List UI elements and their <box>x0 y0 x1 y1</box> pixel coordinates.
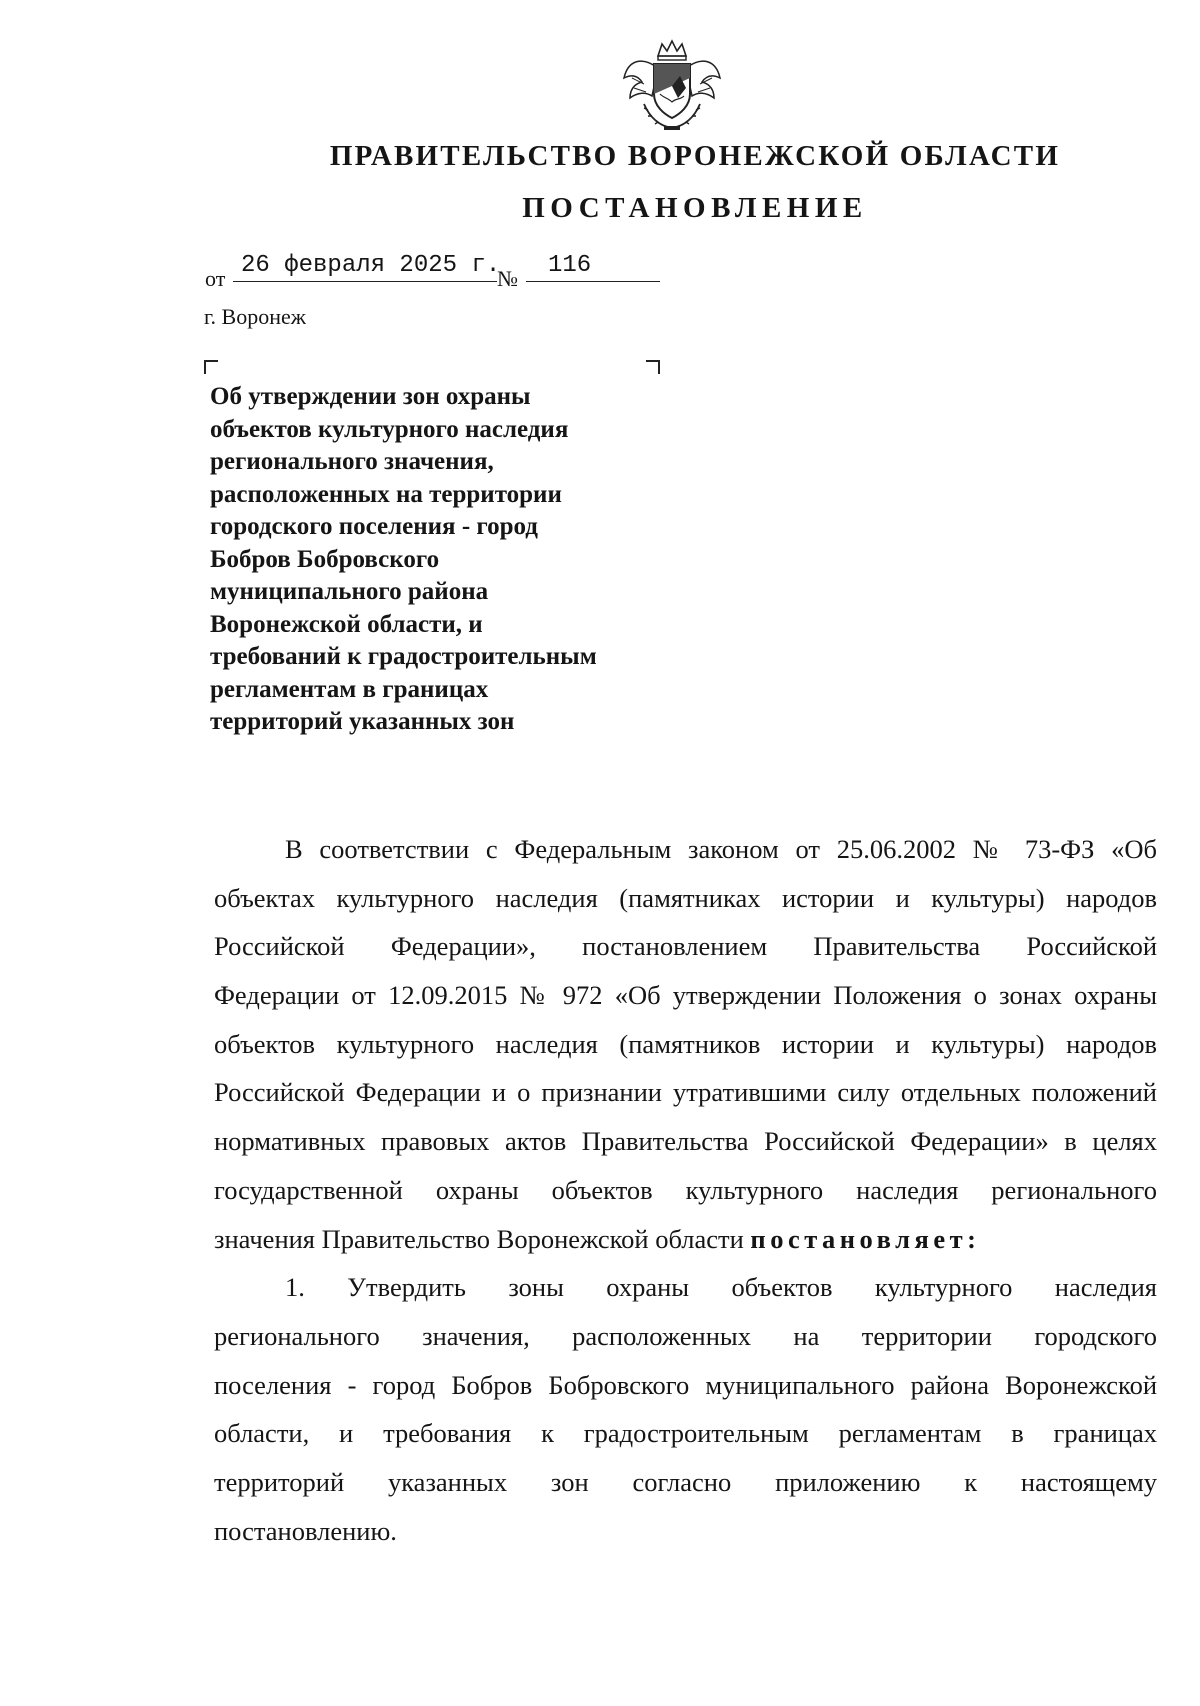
government-title: ПРАВИТЕЛЬСТВО ВОРОНЕЖСКОЙ ОБЛАСТИ <box>329 140 1061 172</box>
item-1-line: 1. Утвердить зоны охраны объектов культурного наследия <box>285 1272 1157 1303</box>
item-1-line: постановлению. <box>214 1515 397 1546</box>
subject-corner-left <box>204 360 218 374</box>
subject-line: Об утверждении зон охраны <box>210 383 531 410</box>
preamble-line: нормативных правовых актов Правительства Российской Федерации» в целях <box>214 1126 1157 1157</box>
item-1-line: территорий указанных зон согласно приложению к настоящему <box>214 1466 1157 1497</box>
resolves-word: постановляет: <box>750 1223 981 1254</box>
document-type: ПОСТАНОВЛЕНИЕ <box>522 192 868 224</box>
subject-line: городского поселения - город <box>210 513 538 540</box>
subject-line: регламентам в границах <box>210 675 489 703</box>
document-subject <box>210 381 680 739</box>
city: г. Воронеж <box>204 304 306 329</box>
preamble-last-text: значения Правительство Воронежской области <box>214 1223 744 1254</box>
preamble-line: объектах культурного наследия (памятниках истории и культуры) народов <box>214 882 1157 913</box>
subject-line: Бобров Бобровского <box>210 545 440 573</box>
subject-line: регионального значения, <box>210 448 494 475</box>
preamble-line: Российской Федерации и о признании утратившими силу отдельных положений <box>214 1077 1157 1108</box>
preamble-line: объектов культурного наследия (памятников истории и культуры) народов <box>214 1028 1157 1059</box>
preamble-line: Федерации от 12.09.2015 № 972 «Об утверждении Положения о зонах охраны <box>214 980 1157 1011</box>
document-date: 26 февраля 2025 г. <box>233 252 497 282</box>
preamble-last-line <box>214 1215 1157 1264</box>
subject-line: расположенных на территории <box>210 480 562 508</box>
item-1-line: регионального значения, расположенных на территории городского <box>214 1320 1157 1351</box>
subject-line: Воронежской области, и <box>210 610 483 638</box>
document-number: 116 <box>526 252 660 282</box>
item-1-line: области, и требования к градостроительным регламентам в границах <box>214 1418 1157 1449</box>
preamble-line: В соответствии с Федеральным законом от 25.06.2002 № 73-ФЗ «Об <box>285 834 1157 864</box>
item-1-line: поселения - город Бобров Бобровского муниципального района Воронежской <box>214 1369 1157 1400</box>
date-prefix: от <box>205 266 226 291</box>
subject-line: муниципального района <box>210 578 489 605</box>
subject-line: территорий указанных зон <box>210 708 515 735</box>
preamble-line: Российской Федерации», постановлением Правительства Российской <box>214 931 1157 962</box>
preamble-line: государственной охраны объектов культурного наследия регионального <box>214 1174 1157 1205</box>
subject-corner-right <box>646 360 660 374</box>
number-prefix: № <box>497 266 518 291</box>
subject-line: объектов культурного наследия <box>210 415 569 443</box>
document-body <box>214 825 1157 1555</box>
coat-of-arms-icon <box>620 38 724 134</box>
subject-line: требований к градостроительным <box>210 643 597 670</box>
